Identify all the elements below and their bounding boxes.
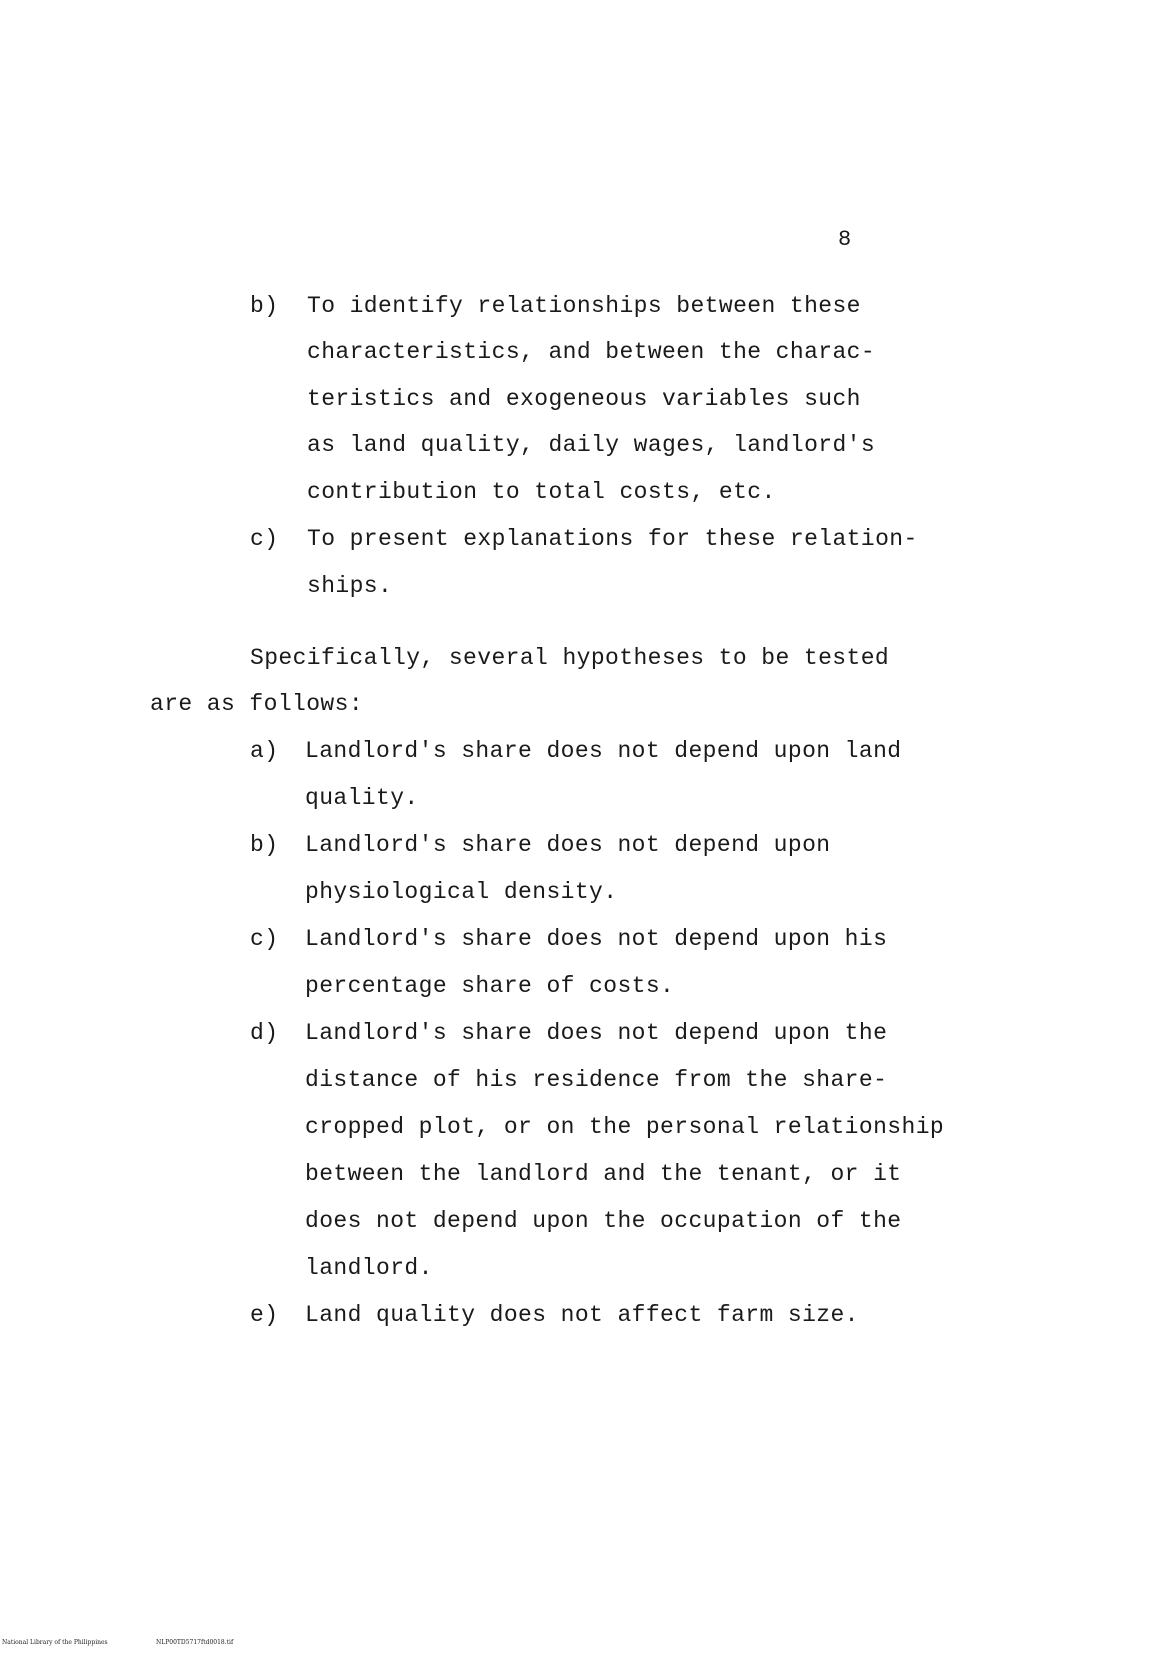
- hypothesis-d-line-1: Landlord's share does not depend upon the: [305, 1020, 888, 1046]
- hypothesis-d-line-5: does not depend upon the occupation of the: [305, 1208, 902, 1234]
- intro-line-2: are as follows:: [150, 691, 364, 717]
- objective-b-marker: b): [250, 293, 279, 319]
- hypothesis-e-line-1: Land quality does not affect farm size.: [305, 1302, 859, 1328]
- objective-b-line-5: contribution to total costs, etc.: [307, 479, 776, 505]
- objective-c-marker: c): [250, 526, 279, 552]
- objective-b-line-3: teristics and exogeneous variables such: [307, 386, 861, 412]
- hypothesis-b-marker: b): [250, 832, 279, 858]
- hypothesis-c-line-1: Landlord's share does not depend upon his: [305, 926, 888, 952]
- footer-file: NLP00TD5717ftd0018.tif: [156, 1639, 234, 1646]
- hypothesis-b-line-1: Landlord's share does not depend upon: [305, 832, 831, 858]
- hypothesis-d-marker: d): [250, 1020, 279, 1046]
- hypothesis-b-line-2: physiological density.: [305, 879, 618, 905]
- hypothesis-d-line-3: cropped plot, or on the personal relationship: [305, 1114, 945, 1140]
- objective-b-line-1: To identify relationships between these: [307, 293, 861, 319]
- hypothesis-d-line-6: landlord.: [305, 1255, 433, 1281]
- page-number: 8: [838, 227, 852, 252]
- footer-library: National Library of the Philippines: [2, 1639, 108, 1646]
- objective-b-line-4: as land quality, daily wages, landlord's: [307, 432, 876, 458]
- hypothesis-a-marker: a): [250, 738, 279, 764]
- hypothesis-c-line-2: percentage share of costs.: [305, 973, 675, 999]
- hypothesis-d-line-2: distance of his residence from the share-: [305, 1067, 888, 1093]
- hypothesis-a-line-2: quality.: [305, 785, 419, 811]
- hypothesis-d-line-4: between the landlord and the tenant, or it: [305, 1161, 902, 1187]
- hypothesis-c-marker: c): [250, 926, 279, 952]
- hypothesis-a-line-1: Landlord's share does not depend upon land: [305, 738, 902, 764]
- objective-c-line-1: To present explanations for these relation-: [307, 526, 918, 552]
- objective-b-line-2: characteristics, and between the charac-: [307, 339, 876, 365]
- intro-line-1: Specifically, several hypotheses to be tested: [250, 645, 890, 671]
- objective-c-line-2: ships.: [307, 573, 393, 599]
- hypothesis-e-marker: e): [250, 1302, 279, 1328]
